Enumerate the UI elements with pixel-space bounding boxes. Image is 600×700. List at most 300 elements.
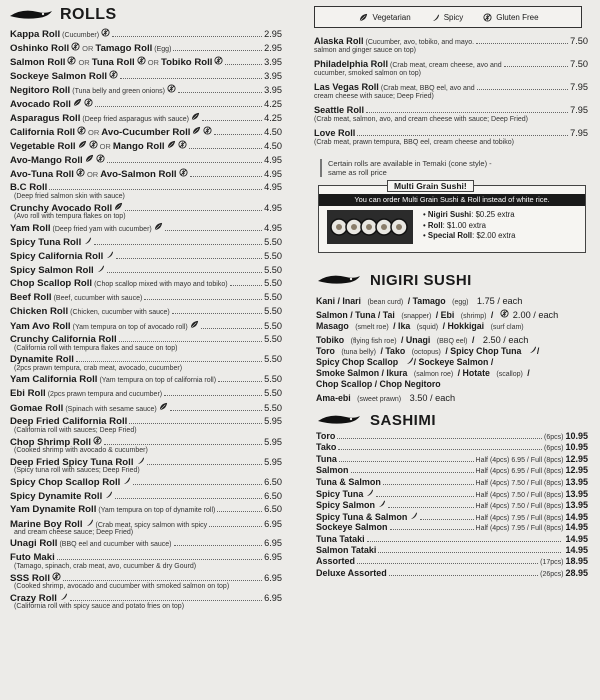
item-description: (Avo roll with tempura flakes on top) bbox=[14, 213, 126, 220]
dot-leader bbox=[209, 526, 262, 527]
dot-leader bbox=[202, 120, 262, 121]
chili-icon bbox=[136, 456, 145, 465]
item-price: 6.50 bbox=[264, 491, 282, 501]
item-name: Chop Scallop / Chop Negitoro bbox=[316, 379, 441, 389]
dot-leader bbox=[178, 92, 262, 93]
item-name: Yam Dynamite Roll bbox=[10, 504, 97, 515]
dot-leader bbox=[201, 328, 262, 329]
dot-leader bbox=[164, 395, 262, 396]
roll-item bbox=[6, 476, 282, 490]
item-name: Ama-ebi bbox=[316, 393, 351, 403]
dot-leader bbox=[119, 341, 263, 342]
dot-leader bbox=[63, 580, 262, 581]
roll-item bbox=[6, 202, 282, 221]
roll-line bbox=[10, 56, 282, 70]
item-description: (Chop scallop mixed with mayo and tobiko) bbox=[94, 281, 228, 288]
item-name: Salmon / Tuna / Tai bbox=[316, 310, 395, 320]
item-name: Avo-Salmon Roll bbox=[100, 169, 177, 180]
multi-grain-prices bbox=[423, 210, 515, 242]
or-separator: OR bbox=[99, 142, 111, 151]
nigiri-line bbox=[316, 305, 588, 320]
item-description: (flying fish roe) bbox=[350, 338, 397, 345]
item-price: 7.95 bbox=[570, 128, 588, 138]
roll-item bbox=[6, 572, 282, 591]
leaf-icon bbox=[167, 140, 176, 149]
dot-leader bbox=[389, 575, 538, 576]
item-price: 3.50 / each bbox=[409, 393, 456, 403]
roll-item bbox=[6, 388, 282, 402]
sashimi-item bbox=[316, 431, 588, 442]
item-price: 4.95 bbox=[264, 223, 282, 233]
item-price: 10.95 bbox=[565, 431, 588, 441]
dot-leader bbox=[337, 438, 542, 439]
nigiri-row bbox=[316, 305, 588, 320]
item-name: Beef Roll bbox=[10, 292, 52, 303]
leaf-icon bbox=[85, 154, 94, 163]
roll-item bbox=[6, 28, 282, 42]
roll-item bbox=[6, 264, 282, 278]
item-name: Spicy Tuna Roll bbox=[10, 237, 82, 248]
sashimi-row bbox=[316, 499, 588, 510]
rolls-title: ROLLS bbox=[60, 6, 117, 23]
leaf-icon bbox=[191, 112, 200, 121]
legend-vegetarian-label: Vegetarian bbox=[372, 12, 411, 22]
item-name: Toro bbox=[316, 346, 335, 356]
multi-grain-line: • Roll: $1.00 extra bbox=[423, 220, 486, 230]
item-name: Negitoro Roll bbox=[10, 85, 71, 96]
dot-leader bbox=[357, 135, 568, 136]
item-name: Yam Roll bbox=[10, 223, 51, 234]
sashimi-item bbox=[316, 499, 588, 510]
legend-vegetarian bbox=[357, 13, 410, 22]
item-name: Alaska Roll bbox=[314, 36, 364, 46]
item-price: 4.25 bbox=[264, 99, 282, 109]
sashimi-row bbox=[316, 511, 588, 522]
roll-item bbox=[6, 334, 282, 353]
item-name: Chop Shrimp Roll bbox=[10, 437, 92, 448]
item-name: Sockeye Salmon bbox=[316, 522, 388, 533]
item-price: 4.50 bbox=[264, 141, 282, 151]
item-name: B.C Roll bbox=[10, 182, 48, 193]
dot-leader bbox=[367, 541, 562, 542]
gluten-free-icon bbox=[76, 168, 85, 177]
legend-spicy-label: Spicy bbox=[443, 12, 464, 22]
item-description: cucumber, smoked salmon on top) bbox=[314, 70, 421, 77]
temaki-note-line1: Certain rolls are available in Temaki (cone style) - bbox=[328, 159, 492, 168]
item-price: 7.95 bbox=[570, 105, 588, 115]
gluten-free-icon bbox=[109, 70, 118, 79]
item-description: (Cucumber) bbox=[62, 32, 100, 39]
multi-grain-line: • Special Roll: $2.00 extra bbox=[423, 231, 516, 240]
roll-line bbox=[10, 306, 282, 320]
item-price: 7.50 bbox=[570, 59, 588, 69]
dot-leader bbox=[120, 78, 262, 79]
roll-line bbox=[10, 154, 282, 168]
sashimi-row bbox=[316, 534, 588, 545]
temaki-note-line2: same as roll price bbox=[328, 168, 387, 177]
roll-line bbox=[10, 28, 282, 42]
item-price: 4.95 bbox=[264, 169, 282, 179]
roll-line bbox=[10, 126, 282, 140]
item-price: 5.95 bbox=[264, 457, 282, 467]
nigiri-row bbox=[316, 341, 588, 356]
item-price: 12.95 bbox=[565, 465, 588, 476]
item-name: / Hotate bbox=[457, 368, 490, 378]
item-description: salmon and ginger sauce on top) bbox=[314, 47, 416, 54]
item-portion: Half (4pcs) 7.50 / Full (8pcs) bbox=[475, 503, 564, 511]
item-price: 6.95 bbox=[264, 552, 282, 562]
legend bbox=[314, 6, 582, 28]
item-name: Tuna Roll bbox=[91, 57, 135, 68]
item-name: Dynamite Roll bbox=[10, 354, 74, 365]
dot-leader bbox=[174, 545, 263, 546]
item-price: 5.50 bbox=[264, 278, 282, 288]
item-description: (California roll with tempura flakes and sauce on top) bbox=[14, 345, 178, 352]
item-description: (Crab meat, cream cheese, avo and bbox=[390, 62, 502, 69]
dot-leader bbox=[49, 189, 262, 190]
item-name: SSS Roll bbox=[10, 573, 50, 584]
gluten-free-icon bbox=[93, 436, 102, 445]
dot-leader bbox=[144, 299, 262, 300]
item-name: Marine Boy Roll bbox=[10, 519, 83, 530]
roll-line bbox=[10, 84, 282, 98]
item-description: (snapper) bbox=[401, 313, 432, 320]
roll-item bbox=[6, 306, 282, 320]
dot-leader bbox=[366, 112, 568, 113]
item-description: (Beef, cucumber with sauce) bbox=[53, 295, 143, 302]
item-description: (Spicy tuna roll with sauces; Deep Fried) bbox=[14, 467, 140, 474]
item-price: 14.95 bbox=[565, 511, 588, 522]
sashimi-row bbox=[316, 568, 588, 579]
item-price: 6.50 bbox=[264, 504, 282, 514]
item-name: Tako bbox=[316, 442, 337, 453]
item-description: (Cooked shrimp, avocado and cucumber with smoked salmon on top) bbox=[14, 583, 230, 590]
special-roll-line bbox=[314, 82, 588, 93]
dot-leader bbox=[129, 423, 262, 424]
item-price: 5.50 bbox=[264, 388, 282, 398]
item-name: / bbox=[490, 310, 494, 320]
item-name: Chicken Roll bbox=[10, 306, 69, 317]
item-description: (California roll with sauces; Deep Fried) bbox=[14, 427, 137, 434]
item-description: (BBQ eel and cucumber with sauce) bbox=[59, 541, 172, 548]
item-price: 12.95 bbox=[565, 453, 588, 464]
item-description: (tuna belly) bbox=[341, 349, 376, 356]
item-name: / Unagi bbox=[401, 335, 431, 345]
dot-leader bbox=[420, 519, 473, 520]
item-price: 5.50 bbox=[264, 374, 282, 384]
item-name: Kani / Inari bbox=[316, 296, 361, 306]
item-description: (2pcs prawn tempura and cucumber) bbox=[47, 391, 163, 398]
item-price: 28.95 bbox=[565, 567, 588, 578]
item-price: 13.95 bbox=[565, 488, 588, 499]
item-name: Ebi Roll bbox=[10, 388, 46, 399]
roll-line bbox=[10, 320, 282, 334]
item-name: Asparagus Roll bbox=[10, 113, 81, 124]
special-roll-item bbox=[314, 59, 588, 78]
sashimi-row bbox=[316, 442, 588, 453]
gluten-free-icon bbox=[84, 98, 93, 107]
dot-leader bbox=[133, 484, 262, 485]
item-name: Salmon bbox=[316, 465, 349, 476]
chili-icon bbox=[59, 592, 68, 601]
item-name: Sockeye Salmon Roll bbox=[10, 71, 108, 82]
item-description: (Crab meat, salmon, avo, and cream cheese with sauce; Deep Fried) bbox=[314, 116, 528, 123]
item-name: Deluxe Assorted bbox=[316, 567, 387, 578]
sashimi-list bbox=[304, 431, 594, 579]
special-roll-item bbox=[314, 36, 588, 55]
sashimi-row bbox=[316, 477, 588, 488]
item-price: 10.95 bbox=[565, 442, 588, 453]
special-roll-line bbox=[314, 128, 588, 139]
item-portion: (26pcs) bbox=[540, 570, 564, 578]
item-description: (California roll with spicy sauce and potato fries on top) bbox=[14, 603, 185, 610]
item-name: Avo-Tuna Roll bbox=[10, 169, 74, 180]
item-name: Chop Scallop Roll bbox=[10, 278, 93, 289]
multi-grain-line: • Nigiri Sushi: $0.25 extra bbox=[423, 210, 515, 219]
item-description: (surf clam) bbox=[490, 324, 524, 331]
special-roll-item bbox=[314, 82, 588, 101]
item-portion: (6pcs) bbox=[544, 434, 564, 441]
item-description: cream cheese with sauce; Deep Fried) bbox=[314, 93, 434, 100]
sashimi-item bbox=[316, 534, 588, 545]
item-price: 5.95 bbox=[264, 416, 282, 426]
or-separator: OR bbox=[147, 58, 159, 67]
item-price: 6.50 bbox=[264, 477, 282, 487]
item-price: 14.95 bbox=[565, 522, 588, 533]
item-description: (salmon roe) bbox=[413, 371, 454, 378]
item-portion: (6pcs) bbox=[544, 445, 564, 453]
dot-leader bbox=[57, 559, 262, 560]
item-description: (scallop) bbox=[496, 371, 523, 378]
legend-gluten-free-label: Gluten Free bbox=[496, 12, 539, 22]
item-price: 4.95 bbox=[264, 155, 282, 165]
item-price: 4.95 bbox=[264, 182, 282, 192]
roll-item bbox=[6, 538, 282, 552]
dot-leader bbox=[390, 529, 474, 530]
item-description: (Crab meat, spicy salmon with spicy bbox=[95, 522, 208, 529]
roll-item bbox=[6, 292, 282, 306]
gluten-free-icon bbox=[101, 28, 110, 37]
gluten-free-icon bbox=[52, 572, 61, 581]
dot-leader bbox=[112, 36, 262, 37]
chili-icon bbox=[104, 490, 113, 499]
chili-icon bbox=[122, 476, 131, 485]
dot-leader bbox=[125, 210, 262, 211]
item-price: 2.00 / each bbox=[512, 310, 559, 320]
item-price: 5.50 bbox=[264, 292, 282, 302]
roll-line bbox=[10, 222, 282, 236]
item-name: Philadelphia Roll bbox=[314, 59, 389, 69]
item-price: 5.50 bbox=[264, 334, 282, 344]
item-name: Deep Fried California Roll bbox=[10, 416, 128, 427]
roll-item bbox=[6, 250, 282, 264]
nigiri-row bbox=[316, 291, 588, 306]
nigiri-list bbox=[304, 291, 594, 403]
item-price: 6.95 bbox=[264, 519, 282, 529]
item-name: Avo-Mango Roll bbox=[10, 155, 83, 166]
item-price: 5.50 bbox=[264, 321, 282, 331]
chili-icon bbox=[85, 518, 94, 527]
sashimi-row bbox=[316, 488, 588, 499]
or-separator: OR bbox=[78, 58, 90, 67]
roll-item bbox=[6, 592, 282, 611]
dot-leader bbox=[76, 361, 262, 362]
leaf-icon bbox=[114, 202, 123, 211]
multi-grain-box bbox=[318, 181, 586, 253]
sashimi-item bbox=[316, 511, 588, 522]
roll-item bbox=[6, 436, 282, 455]
item-name: Masago bbox=[316, 321, 349, 331]
dot-leader bbox=[376, 496, 473, 497]
item-name: Avo-Cucumber Roll bbox=[101, 127, 191, 138]
roll-item bbox=[6, 552, 282, 571]
leaf-icon bbox=[73, 98, 82, 107]
dot-leader bbox=[504, 66, 568, 67]
dot-leader bbox=[339, 461, 474, 462]
item-name: Las Vegas Roll bbox=[314, 82, 379, 92]
item-name: Salmon Tataki bbox=[316, 544, 377, 555]
gluten-free-icon bbox=[214, 56, 223, 65]
nigiri-row bbox=[316, 330, 588, 345]
item-name: Toro bbox=[316, 431, 336, 441]
leaf-icon bbox=[192, 126, 201, 135]
dot-leader bbox=[189, 148, 263, 149]
rolls-header bbox=[8, 4, 282, 26]
item-name: Spicy Salmon Roll bbox=[10, 265, 94, 276]
item-portion: Half (4pcs) 7.95 / Full (8pcs) bbox=[475, 525, 564, 533]
nigiri-row bbox=[316, 352, 588, 367]
item-description: (Cooked shrimp with avocado & cucumber) bbox=[14, 447, 148, 454]
dot-leader bbox=[147, 464, 263, 465]
gluten-free-icon bbox=[178, 140, 187, 149]
item-description: (Yam tempura on top of avocado roll) bbox=[72, 324, 188, 331]
roll-item bbox=[6, 168, 282, 182]
roll-item bbox=[6, 456, 282, 475]
sashimi-row bbox=[316, 522, 588, 533]
sashimi-item bbox=[316, 477, 588, 488]
roll-line bbox=[10, 292, 282, 306]
special-roll-item bbox=[314, 105, 588, 124]
item-price: 13.95 bbox=[565, 500, 588, 511]
dot-leader bbox=[70, 600, 262, 601]
item-name: / bbox=[536, 346, 540, 356]
dot-leader bbox=[218, 381, 262, 382]
roll-item bbox=[6, 236, 282, 250]
item-name: / Hokkigai bbox=[442, 321, 485, 331]
right-column bbox=[304, 6, 594, 579]
item-portion: Half (4pcs) 7.50 / Full (8pcs) bbox=[475, 479, 564, 487]
dot-leader bbox=[225, 64, 262, 65]
item-price: 2.95 bbox=[264, 43, 282, 53]
roll-item bbox=[6, 490, 282, 504]
item-price: 2.95 bbox=[264, 29, 282, 39]
nigiri-line bbox=[316, 388, 588, 403]
item-price: 5.95 bbox=[264, 437, 282, 447]
item-name: Salmon Roll bbox=[10, 57, 66, 68]
item-name: Assorted bbox=[316, 556, 356, 567]
dot-leader bbox=[214, 134, 262, 135]
sushi-photo bbox=[327, 210, 413, 244]
item-description: (sweet prawn) bbox=[357, 396, 402, 403]
item-name: Tuna & Salmon bbox=[316, 476, 381, 487]
dot-leader bbox=[165, 230, 262, 231]
fish-logo-icon bbox=[316, 271, 362, 289]
roll-item bbox=[6, 98, 282, 112]
dot-leader bbox=[476, 43, 568, 44]
legend-gluten-free bbox=[481, 13, 538, 22]
roll-item bbox=[6, 402, 282, 416]
sashimi-row bbox=[316, 545, 588, 556]
item-name: Crunchy California Roll bbox=[10, 334, 117, 345]
item-portion: (17pcs) bbox=[540, 559, 564, 567]
item-price: 3.95 bbox=[264, 71, 282, 81]
roll-item bbox=[6, 84, 282, 98]
item-price: 5.50 bbox=[264, 265, 282, 275]
item-description: (Cucumber, avo, tobiko, and mayo. bbox=[365, 39, 475, 46]
sashimi-row bbox=[316, 556, 588, 567]
item-description: and cream cheese sauce; Deep Fried) bbox=[14, 529, 134, 536]
or-separator: OR bbox=[82, 44, 94, 53]
item-description: (Tamago, spinach, crab meat, avo, cucumber & dry Gourd) bbox=[14, 563, 197, 570]
sashimi-item bbox=[316, 465, 588, 476]
item-name: / bbox=[527, 368, 530, 378]
roll-line bbox=[10, 98, 282, 112]
dot-leader bbox=[190, 176, 263, 177]
sashimi-header bbox=[316, 409, 594, 431]
item-name: / Sockeye Salmon / bbox=[413, 357, 494, 367]
nigiri-row bbox=[316, 363, 588, 378]
gluten-free-icon bbox=[167, 84, 176, 93]
item-price: 7.95 bbox=[570, 82, 588, 92]
dot-leader bbox=[388, 507, 474, 508]
item-description: (Egg) bbox=[154, 46, 172, 53]
item-name: Spicy California Roll bbox=[10, 251, 104, 262]
roll-item bbox=[6, 140, 282, 154]
roll-item bbox=[6, 56, 282, 70]
item-price: 18.95 bbox=[565, 556, 588, 567]
item-name: Tobiko bbox=[316, 335, 345, 345]
chili-icon bbox=[377, 499, 386, 508]
item-name: Spicy Tuna & Salmon bbox=[316, 511, 408, 522]
nigiri-line bbox=[316, 352, 588, 367]
dot-leader bbox=[104, 444, 262, 445]
fish-logo-icon bbox=[8, 6, 54, 24]
dot-leader bbox=[173, 50, 262, 51]
item-description: (Deep fried yam with cucumber) bbox=[52, 226, 152, 233]
item-description: (BBQ eel) bbox=[436, 338, 468, 345]
roll-line bbox=[10, 264, 282, 278]
sashimi-item bbox=[316, 545, 588, 556]
gluten-free-icon bbox=[89, 140, 98, 149]
roll-item bbox=[6, 354, 282, 373]
roll-item bbox=[6, 222, 282, 236]
nigiri-row bbox=[316, 388, 588, 403]
roll-line bbox=[10, 476, 282, 490]
item-price: 6.95 bbox=[264, 538, 282, 548]
roll-line bbox=[10, 112, 282, 126]
item-name: / Tako bbox=[380, 346, 406, 356]
item-description: (Yam tempura on top of dynamite roll) bbox=[98, 507, 216, 514]
gluten-free-icon bbox=[67, 56, 76, 65]
item-price: 4.25 bbox=[264, 113, 282, 123]
rolls-list bbox=[6, 28, 282, 611]
roll-item bbox=[6, 126, 282, 140]
item-name: Spicy Tuna bbox=[316, 488, 364, 499]
item-price: 5.50 bbox=[264, 306, 282, 316]
item-portion: Half (4pcs) 6.95 / Full (8pcs) bbox=[475, 468, 564, 476]
roll-line bbox=[10, 538, 282, 552]
sashimi-item bbox=[316, 454, 588, 465]
